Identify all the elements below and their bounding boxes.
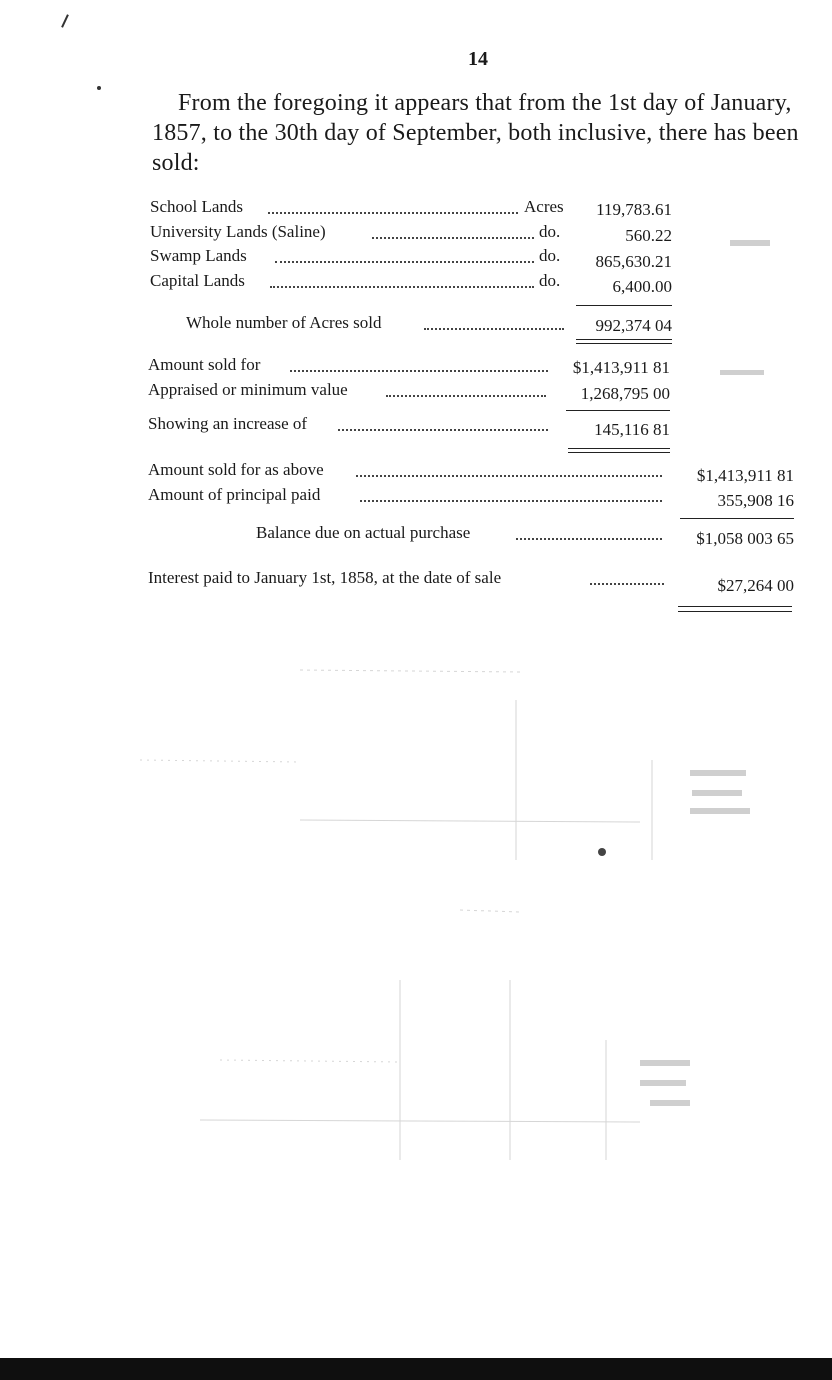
balance-due-row [256,523,556,545]
leader-dots [386,395,546,397]
increase-row [148,414,548,436]
lands-label: Capital Lands [150,271,245,290]
increase-label: Showing an increase of [148,414,308,433]
lands-unit: do. [539,271,561,290]
balance-label: Amount of principal paid [148,485,321,504]
lands-row [150,271,680,293]
balance-value: 355,908 16 [717,491,794,510]
balance-label: Amount sold for as above [148,460,324,479]
interest-value: $27,264 00 [717,576,794,595]
margin-dot [97,86,101,90]
sales-label: Amount sold for [148,355,261,374]
lands-value: 560.22 [625,226,672,245]
total-acres-row [186,313,486,335]
leader-dots [270,286,534,288]
leader-dots [275,261,534,263]
balance-row [148,485,648,507]
leader-dots [356,475,662,477]
double-rule [576,339,672,340]
sales-value: $1,413,911 81 [572,358,670,377]
leader-dots [372,237,534,239]
balance-row [148,460,648,482]
lands-unit: do. [539,246,561,265]
intro-paragraph: From the foregoing it appears that from the 1st day of January, 1857, to the 30th day of September, both inclusive, there has been sold: [152,90,799,176]
lands-unit: Acres [524,197,564,216]
leader-dots [290,370,548,372]
double-rule [576,343,672,344]
ink-blot [598,848,606,856]
total-acres-label: Whole number of Acres sold [186,313,382,332]
interest-label: Interest paid to January 1st, 1858, at the date of sale [148,568,502,587]
lands-label: University Lands (Saline) [150,222,326,241]
scan-edge [0,1358,832,1380]
page-number: 14 [468,48,488,70]
leader-dots [424,328,564,330]
sales-row [148,380,548,402]
lands-unit: do. [539,222,561,241]
double-rule [678,606,792,607]
total-acres-value: 992,374 04 [595,316,672,335]
leader-dots [516,538,662,540]
balance-value: $1,413,911 81 [696,466,794,485]
leader-dots [338,429,548,431]
leader-dots [268,212,518,214]
lands-label: School Lands [150,197,244,216]
sum-rule [576,305,672,306]
balance-due-value: $1,058 003 65 [696,529,794,548]
sales-label: Appraised or minimum value [148,380,348,399]
sales-row [148,355,548,377]
lands-row [150,222,680,244]
increase-value: 145,116 81 [594,420,670,439]
leader-dots [360,500,662,502]
leader-dots [590,583,664,585]
sales-value: 1,268,795 00 [580,384,670,403]
double-rule [568,452,670,453]
balance-due-label: Balance due on actual purchase [256,523,471,542]
margin-mark [61,14,69,28]
double-rule [678,611,792,612]
sum-rule [566,410,670,411]
interest-row [148,568,628,590]
double-rule [568,448,670,449]
lands-value: 865,630.21 [595,252,672,271]
lands-value: 6,400.00 [612,277,672,296]
sum-rule [680,518,794,519]
lands-label: Swamp Lands [150,246,247,265]
lands-value: 119,783.61 [596,200,672,219]
